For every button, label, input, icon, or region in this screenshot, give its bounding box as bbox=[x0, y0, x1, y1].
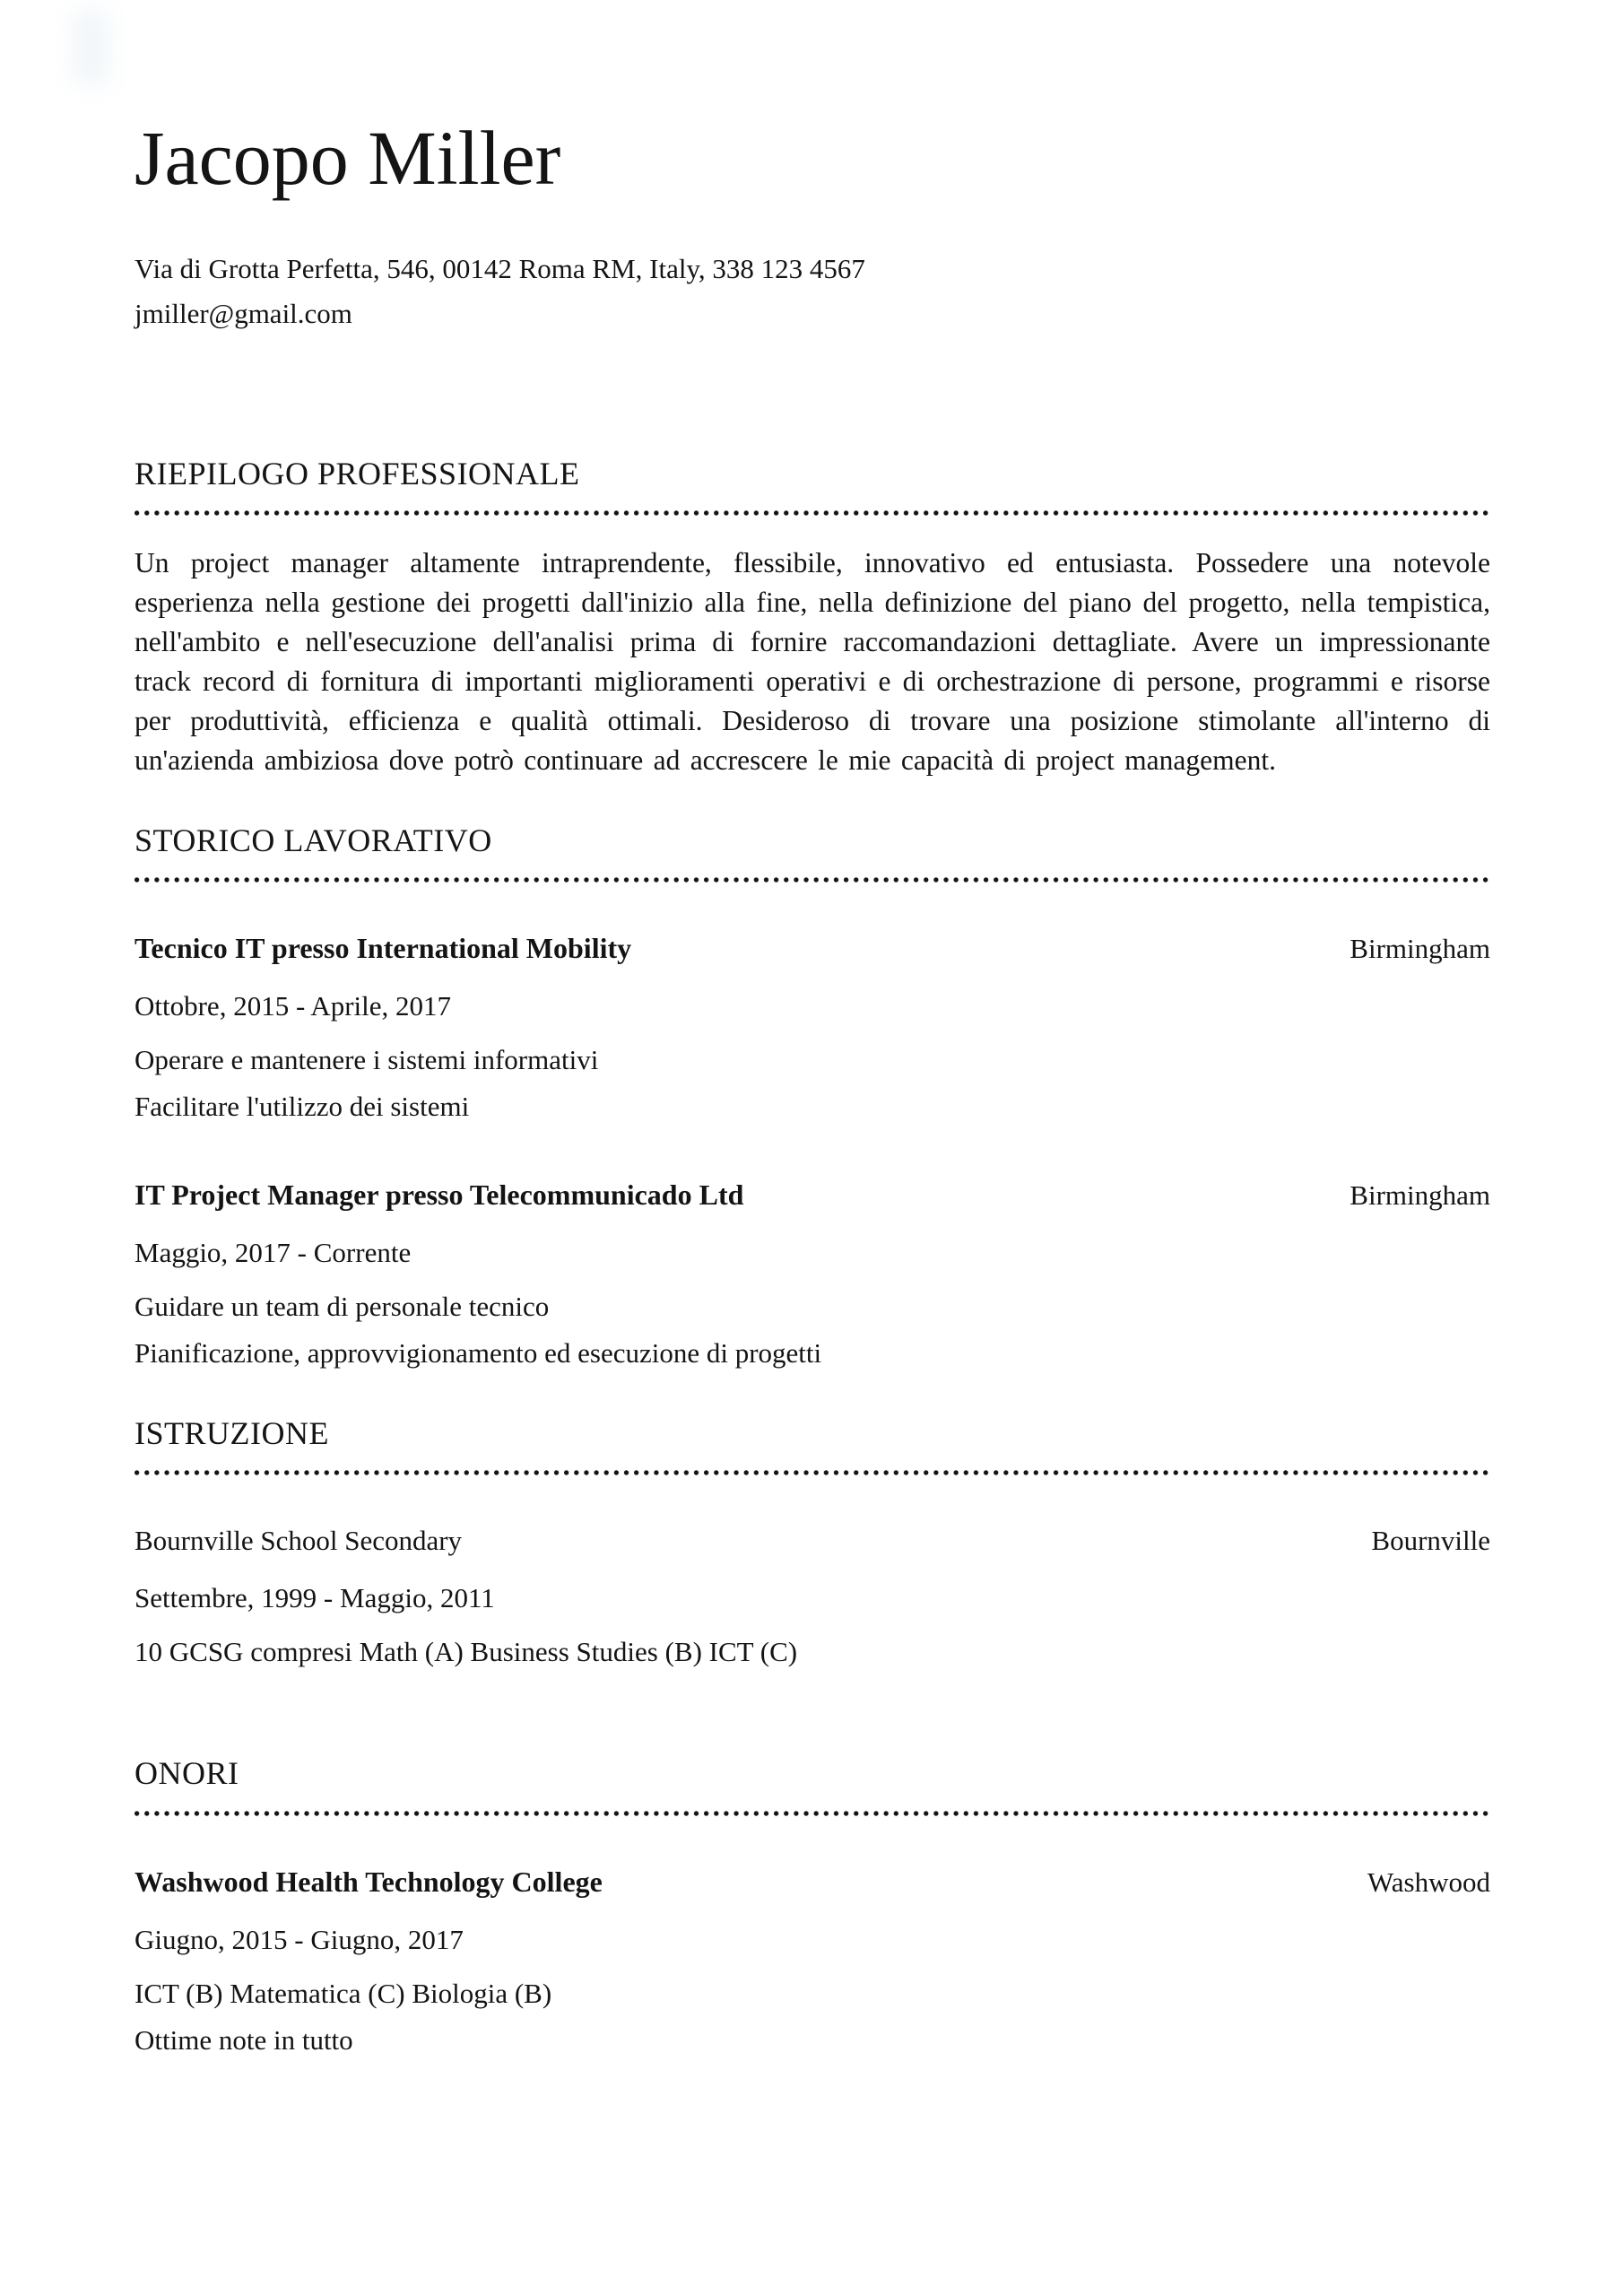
section-title-summary: RIEPILOGO PROFESSIONALE bbox=[135, 455, 580, 491]
college-detail: ICT (B) Matematica (C) Biologia (B) bbox=[135, 1977, 552, 2009]
scan-artifact bbox=[72, 11, 109, 84]
job-dates: Ottobre, 2015 - Aprile, 2017 bbox=[135, 990, 452, 1022]
school-details bbox=[135, 1632, 1490, 1672]
dotted-divider bbox=[135, 1469, 1490, 1476]
job-dates: Maggio, 2017 - Corrente bbox=[135, 1237, 412, 1269]
job-title: IT Project Manager presso Telecommunicado Ltd bbox=[135, 1178, 744, 1212]
summary-paragraph: Un project manager altamente intraprendente, flessibile, innovativo ed entusiasta. Possedere una notevole esperienza nella gestione dei progetti dall'inizio alla fine, nella definizione del piano del progetto, nella tempistica, nell'ambito e nell'esecuzione dell'analisi prima di fornire raccomandazioni dettagliate. Avere un impressionante track record di fornitura di importanti miglioramenti operativi e di orchestrazione di persone, programmi e risorse per produttività, efficienza e qualità ottimali. Desideroso di trovare una posizione stimolante all'interno di un'azienda ambiziosa dove potrò continuare ad accrescere le mie capacità di project management. bbox=[135, 547, 1490, 777]
job-location: Birmingham bbox=[1350, 933, 1490, 965]
school-dates: Settembre, 1999 - Maggio, 2011 bbox=[135, 1582, 495, 1614]
entry-header bbox=[135, 1521, 1490, 1561]
contact-block bbox=[135, 247, 1490, 336]
job-duty: Guidare un team di personale tecnico bbox=[135, 1291, 550, 1323]
entry-header bbox=[135, 1175, 1490, 1215]
section-title-honors: ONORI bbox=[135, 1755, 239, 1792]
dotted-divider bbox=[135, 876, 1490, 883]
contact-address: Via di Grotta Perfetta, 546, 00142 Roma RM, Italy, 338 123 4567 bbox=[135, 252, 865, 284]
section-work-history bbox=[135, 822, 1490, 1373]
section-title-work: STORICO LAVORATIVO bbox=[135, 822, 492, 859]
dotted-divider bbox=[135, 509, 1490, 517]
college-details bbox=[135, 1974, 1490, 2060]
section-title-education: ISTRUZIONE bbox=[135, 1415, 329, 1452]
job-location: Birmingham bbox=[1350, 1179, 1490, 1212]
honors-entry bbox=[135, 1862, 1490, 2060]
job-duty: Operare e mantenere i sistemi informativi bbox=[135, 1044, 599, 1076]
work-entry bbox=[135, 928, 1490, 1126]
college-dates: Giugno, 2015 - Giugno, 2017 bbox=[135, 1923, 464, 1955]
college-detail: Ottime note in tutto bbox=[135, 2023, 353, 2056]
school-location: Bournville bbox=[1371, 1525, 1490, 1557]
job-duties bbox=[135, 1040, 1490, 1126]
college-location: Washwood bbox=[1367, 1866, 1490, 1898]
college-name: Washwood Health Technology College bbox=[135, 1865, 603, 1898]
job-duties bbox=[135, 1287, 1490, 1373]
entry-header bbox=[135, 928, 1490, 969]
person-name: Jacopo Miller bbox=[135, 115, 561, 201]
school-detail: 10 GCSG compresi Math (A) Business Studies (B) ICT (C) bbox=[135, 1636, 798, 1668]
section-education bbox=[135, 1414, 1490, 1672]
job-duty: Facilitare l'utilizzo dei sistemi bbox=[135, 1091, 470, 1123]
work-entry bbox=[135, 1175, 1490, 1373]
section-honors bbox=[135, 1754, 1490, 2059]
dotted-divider bbox=[135, 1810, 1490, 1817]
school-name: Bournville School Secondary bbox=[135, 1525, 463, 1557]
job-title: Tecnico IT presso International Mobility bbox=[135, 932, 632, 965]
job-duty: Pianificazione, approvvigionamento ed esecuzione di progetti bbox=[135, 1337, 822, 1370]
resume-header bbox=[135, 117, 1490, 336]
contact-email: jmiller@gmail.com bbox=[135, 297, 352, 329]
education-entry bbox=[135, 1521, 1490, 1672]
entry-header bbox=[135, 1862, 1490, 1902]
section-professional-summary bbox=[135, 455, 1490, 780]
